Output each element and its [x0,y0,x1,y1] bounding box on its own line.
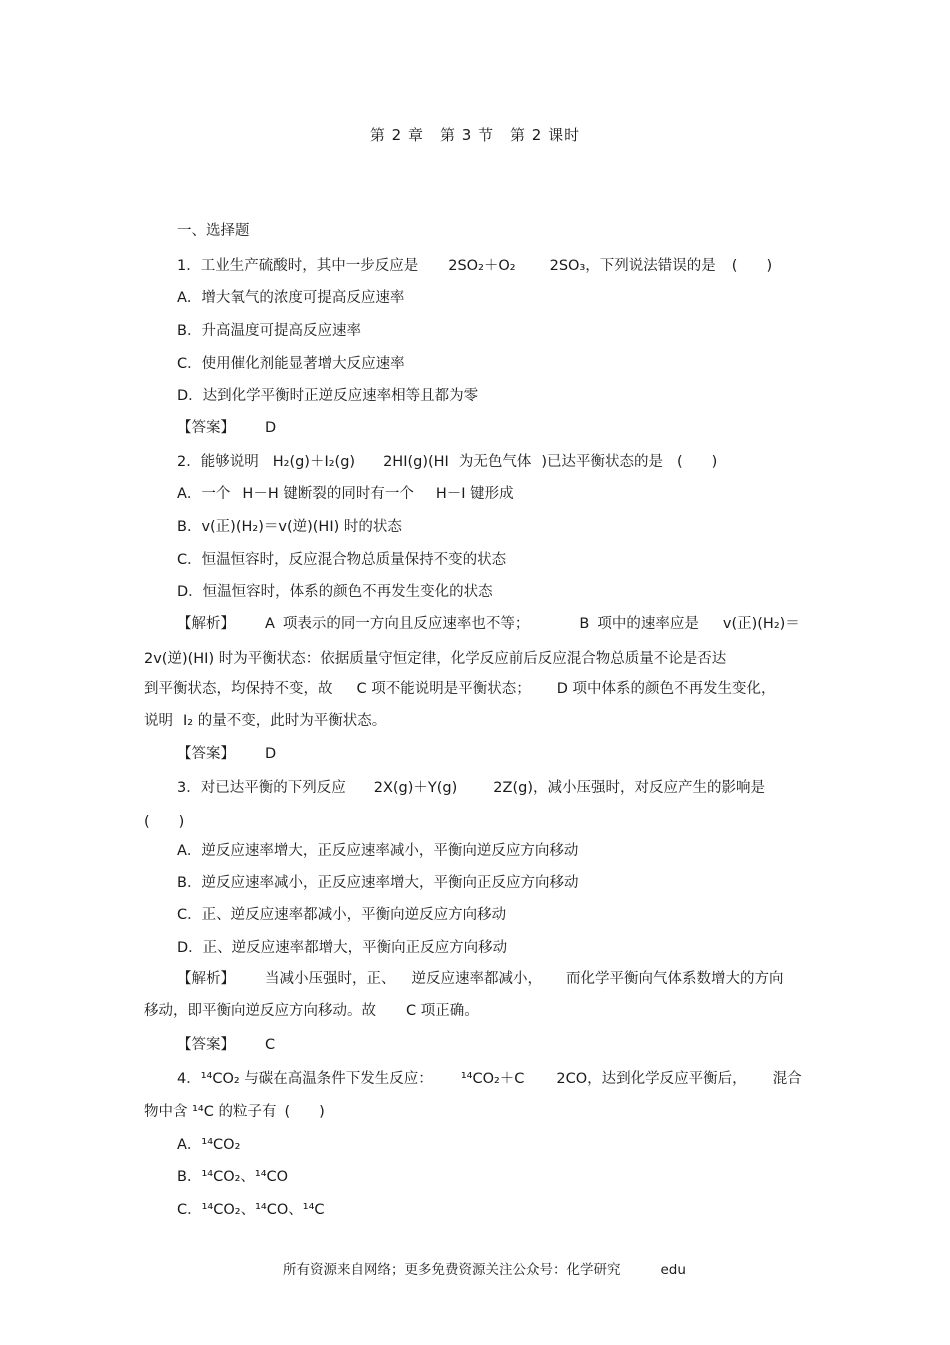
q3-analysis-text: 当减小压强时，正、 [265,971,396,987]
q2-analysis-text: v(正)(H₂)＝ [722,616,800,632]
question-3-stem [177,778,765,798]
q1-answer-blank: ( ) [731,258,773,274]
question-4-stem [177,1069,802,1089]
q3-answer [177,1035,275,1055]
q1-option-b: B．升高温度可提高反应速率 [177,323,361,339]
q1-option-d: D．达到化学平衡时正逆反应速率相等且都为零 [177,388,479,404]
q3-analysis-text: C 项正确。 [406,1003,479,1019]
question-1-stem [177,256,772,276]
q2-equation-right: 2HI(g)(HI [383,454,449,470]
page-footer [283,1258,686,1278]
footer-suffix: edu [660,1262,686,1278]
q2-analysis-text: D 项中体系的颜色不再发生变化， [556,681,776,697]
answer-value: D [265,420,277,436]
answer-label: 【答案】 [177,746,235,762]
q4-stem-line-2 [144,1102,325,1122]
q3-analysis-text: 移动，即平衡向逆反应方向移动。故 [144,1003,376,1019]
q2-analysis-text: 说明 [144,713,173,729]
q1-stem-text: 1．工业生产硫酸时，其中一步反应是 [177,258,419,274]
q3-option-a: A．逆反应速率增大，正反应速率减小，平衡向逆反应方向移动 [177,843,579,859]
answer-value: D [265,746,277,762]
q1-equation-left: 2SO₂＋O₂ [448,258,516,274]
q2-option-b: B．v(正)(H₂)＝v(逆)(HI) 时的状态 [177,519,402,535]
q2-analysis-line-1 [177,614,800,634]
q2-analysis-text: 项中的速率应是 [597,616,699,632]
q2-option-c: C．恒温恒容时，反应混合物总质量保持不变的状态 [177,552,507,568]
analysis-label: 【解析】 [177,616,235,632]
q3-answer-blank: ( ) [144,814,185,830]
q2-stem-text: 2．能够说明 [177,454,259,470]
answer-label: 【答案】 [177,420,235,436]
q2-option-a-part2: H－H 键断裂的同时有一个 [242,486,414,502]
question-2-stem [177,452,717,472]
q2-analysis-text: I₂ 的量不变，此时为平衡状态。 [183,713,387,729]
q4-stem-text: 4．¹⁴CO₂ 与碳在高温条件下发生反应： [177,1071,433,1087]
q4-equation-left: ¹⁴CO₂＋C [460,1071,525,1087]
q2-analysis-line-3 [144,679,776,699]
answer-value: C [265,1037,276,1053]
q3-analysis-line-1 [177,969,784,989]
q1-option-c: C．使用催化剂能显著增大反应速率 [177,356,405,372]
q2-analysis-text: B [579,616,590,632]
q3-stem-text: 3．对已达平衡的下列反应 [177,780,346,796]
q2-option-d: D．恒温恒容时，体系的颜色不再发生变化的状态 [177,584,493,600]
q2-analysis-line-2: 2v(逆)(HI) 时为平衡状态：依据质量守恒定律，化学反应前后反应混合物总质量不论是否达 [144,651,727,667]
q2-analysis-text: 到平衡状态，均保持不变，故 [144,681,333,697]
q2-option-a-part3: H－I 键形成 [435,486,514,502]
q4-equation-right: 2CO，达到化学反应平衡后， [556,1071,747,1087]
q4-option-c: C．¹⁴CO₂、¹⁴CO、¹⁴C [177,1202,325,1218]
q2-analysis-line-4 [144,711,386,731]
q2-answer-blank: ( ) [677,454,718,470]
page-title: 第 2 章 第 3 节 第 2 课时 [369,126,581,144]
section-heading: 一、选择题 [177,223,250,239]
q3-option-d: D．正、逆反应速率都增大，平衡向正反应方向移动 [177,940,508,956]
q3-equation-left: 2X(g)＋Y(g) [373,780,458,796]
q1-equation-right: 2SO₃，下列说法错误的是 [549,258,716,274]
q2-analysis-text: C 项不能说明是平衡状态； [356,681,531,697]
q4-option-a: A．¹⁴CO₂ [177,1137,241,1153]
analysis-label: 【解析】 [177,971,235,987]
q1-option-a: A．增大氧气的浓度可提高反应速率 [177,290,405,306]
q3-analysis-line-2 [144,1001,479,1021]
q3-analysis-text: 而化学平衡向气体系数增大的方向 [566,971,784,987]
q4-answer-blank: ( ) [284,1104,325,1120]
q3-option-c: C．正、逆反应速率都减小，平衡向逆反应方向移动 [177,907,507,923]
answer-label: 【答案】 [177,1037,235,1053]
q2-analysis-text: A [265,616,275,632]
q2-analysis-text: 项表示的同一方向且反应速率也不等； [282,616,530,632]
q2-answer [177,744,276,764]
q2-option-a-part1: A．一个 [177,486,231,502]
q2-stem-end: )已达平衡状态的是 [541,454,663,470]
q3-analysis-text: 逆反应速率都减小， [411,971,542,987]
q4-option-b: B．¹⁴CO₂、¹⁴CO [177,1169,289,1185]
q2-stem-note: 为无色气体 [458,454,532,470]
q4-stem-end: 混合 [772,1071,802,1087]
q4-stem-text-2: 物中含 ¹⁴C 的粒子有 [144,1104,277,1120]
q3-equation-right: 2Z(g)，减小压强时，对反应产生的影响是 [493,780,765,796]
footer-text: 所有资源来自网络；更多免费资源关注公众号：化学研究 [283,1262,621,1278]
q3-option-b: B．逆反应速率减小，正反应速率增大，平衡向正反应方向移动 [177,875,579,891]
q2-equation-left: H₂(g)＋I₂(g) [272,454,356,470]
q1-answer [177,418,276,438]
q2-option-a [177,484,514,504]
